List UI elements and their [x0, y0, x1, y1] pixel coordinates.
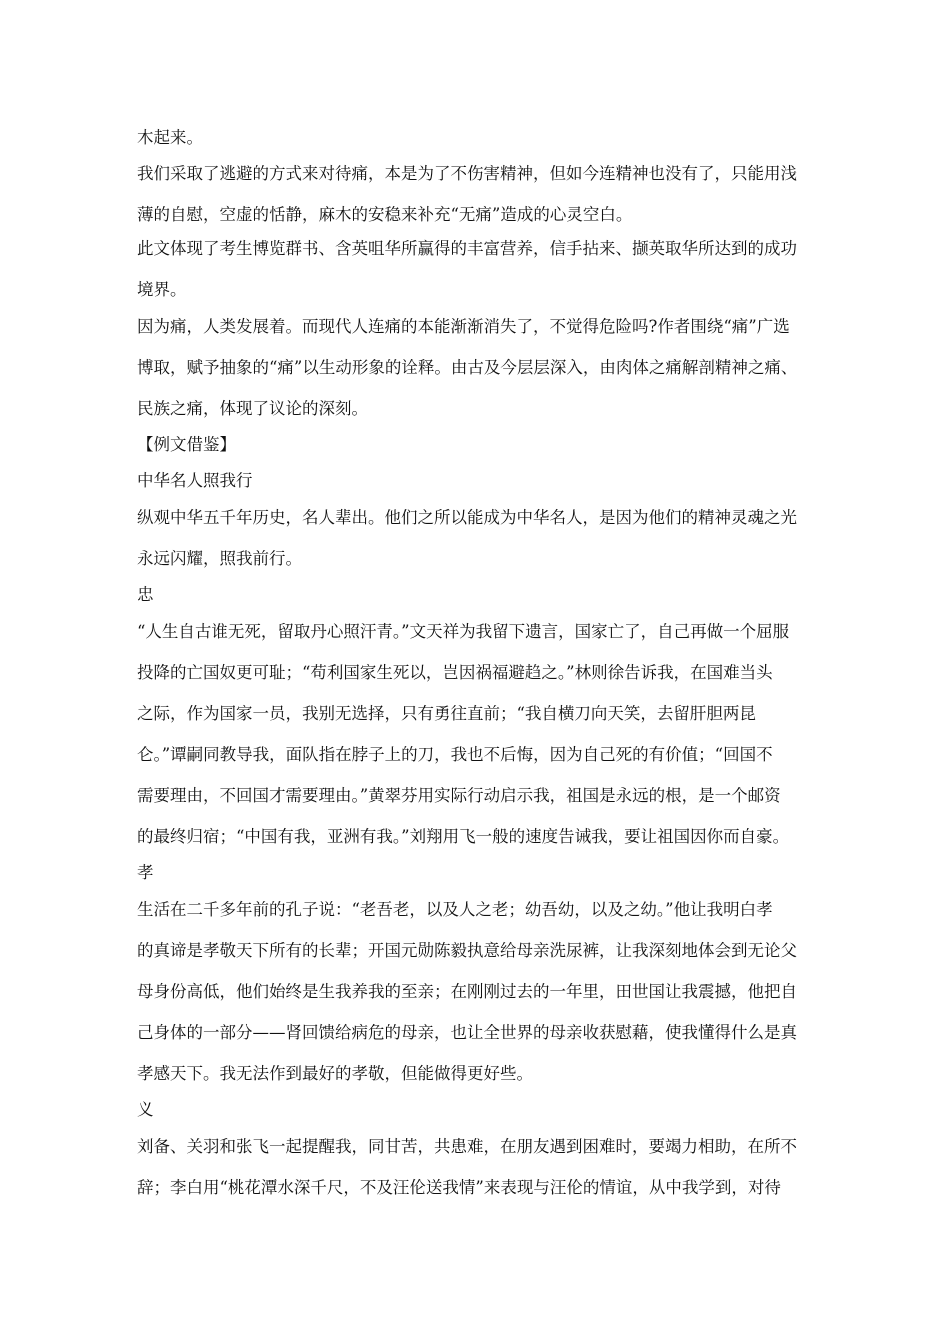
text-line: 仑。”谭嗣同教导我，面队指在脖子上的刀，我也不后悔，因为自己死的有价值；“回国不	[137, 745, 773, 764]
text-line: 永远闪耀，照我前行。	[137, 549, 302, 568]
text-line: 木起来。	[137, 128, 203, 147]
text-line: 纵观中华五千年历史，名人辈出。他们之所以能成为中华名人，是因为他们的精神灵魂之光	[137, 508, 797, 527]
subheading-xiao: 孝	[137, 863, 154, 882]
text-line: 孝感天下。我无法作到最好的孝敬，但能做得更好些。	[137, 1064, 533, 1083]
text-line: 的最终归宿；“中国有我，亚洲有我。”刘翔用飞一般的速度告诫我，要让祖国因你而自豪。	[137, 827, 790, 846]
text-line: 因为痛，人类发展着。而现代人连痛的本能渐渐消失了，不觉得危险吗?作者围绕“痛”广选	[137, 317, 790, 336]
text-line: 博取，赋予抽象的“痛”以生动形象的诠释。由古及今层层深入，由肉体之痛解剖精神之痛、	[137, 358, 798, 377]
text-line: 母身份高低，他们始终是生我养我的至亲；在刚刚过去的一年里，田世国让我震撼，他把自	[137, 982, 797, 1001]
text-line: 刘备、关羽和张飞一起提醒我，同甘苦，共患难，在朋友遇到困难时，要竭力相助，在所不	[137, 1137, 797, 1156]
text-line: 民族之痛，体现了议论的深刻。	[137, 399, 368, 418]
text-line: 生活在二千多年前的孔子说：“老吾老，以及人之老；幼吾幼，以及之幼。”他让我明白孝	[137, 900, 773, 919]
text-line: 境界。	[137, 280, 187, 299]
text-line: 辞；李白用“桃花潭水深千尺，不及汪伦送我情”来表现与汪伦的情谊，从中我学到，对待	[137, 1178, 781, 1197]
text-line: 需要理由，不回国才需要理由。”黄翠芬用实际行动启示我，祖国是永远的根，是一个邮资	[137, 786, 781, 805]
section-heading: 【例文借鉴】	[137, 435, 236, 454]
text-line: 之际，作为国家一员，我别无选择，只有勇往直前；“我自横刀向天笑，去留肝胆两昆	[137, 704, 756, 723]
text-line: 己身体的一部分——肾回馈给病危的母亲，也让全世界的母亲收获慰藉，使我懂得什么是真	[137, 1023, 797, 1042]
subheading-zhong: 忠	[137, 585, 154, 604]
text-line: 投降的亡国奴更可耻；“苟利国家生死以，岂因祸福避趋之。”林则徐告诉我，在国难当头	[137, 663, 773, 682]
text-line: 此文体现了考生博览群书、含英咀华所赢得的丰富营养，信手拈来、撷英取华所达到的成功	[137, 239, 797, 258]
text-line: 我们采取了逃避的方式来对待痛，本是为了不伤害精神，但如今连精神也没有了，只能用浅	[137, 164, 797, 183]
text-line: 的真谛是孝敬天下所有的长辈；开国元勋陈毅执意给母亲洗尿裤，让我深刻地体会到无论父	[137, 941, 797, 960]
subheading-yi: 义	[137, 1100, 154, 1119]
text-line: “人生自古谁无死，留取丹心照汗青。”文天祥为我留下遗言，国家亡了，自己再做一个屈服	[137, 622, 790, 641]
essay-title: 中华名人照我行	[137, 471, 253, 490]
text-line: 薄的自慰，空虚的恬静，麻木的安稳来补充“无痛”造成的心灵空白。	[137, 205, 633, 224]
